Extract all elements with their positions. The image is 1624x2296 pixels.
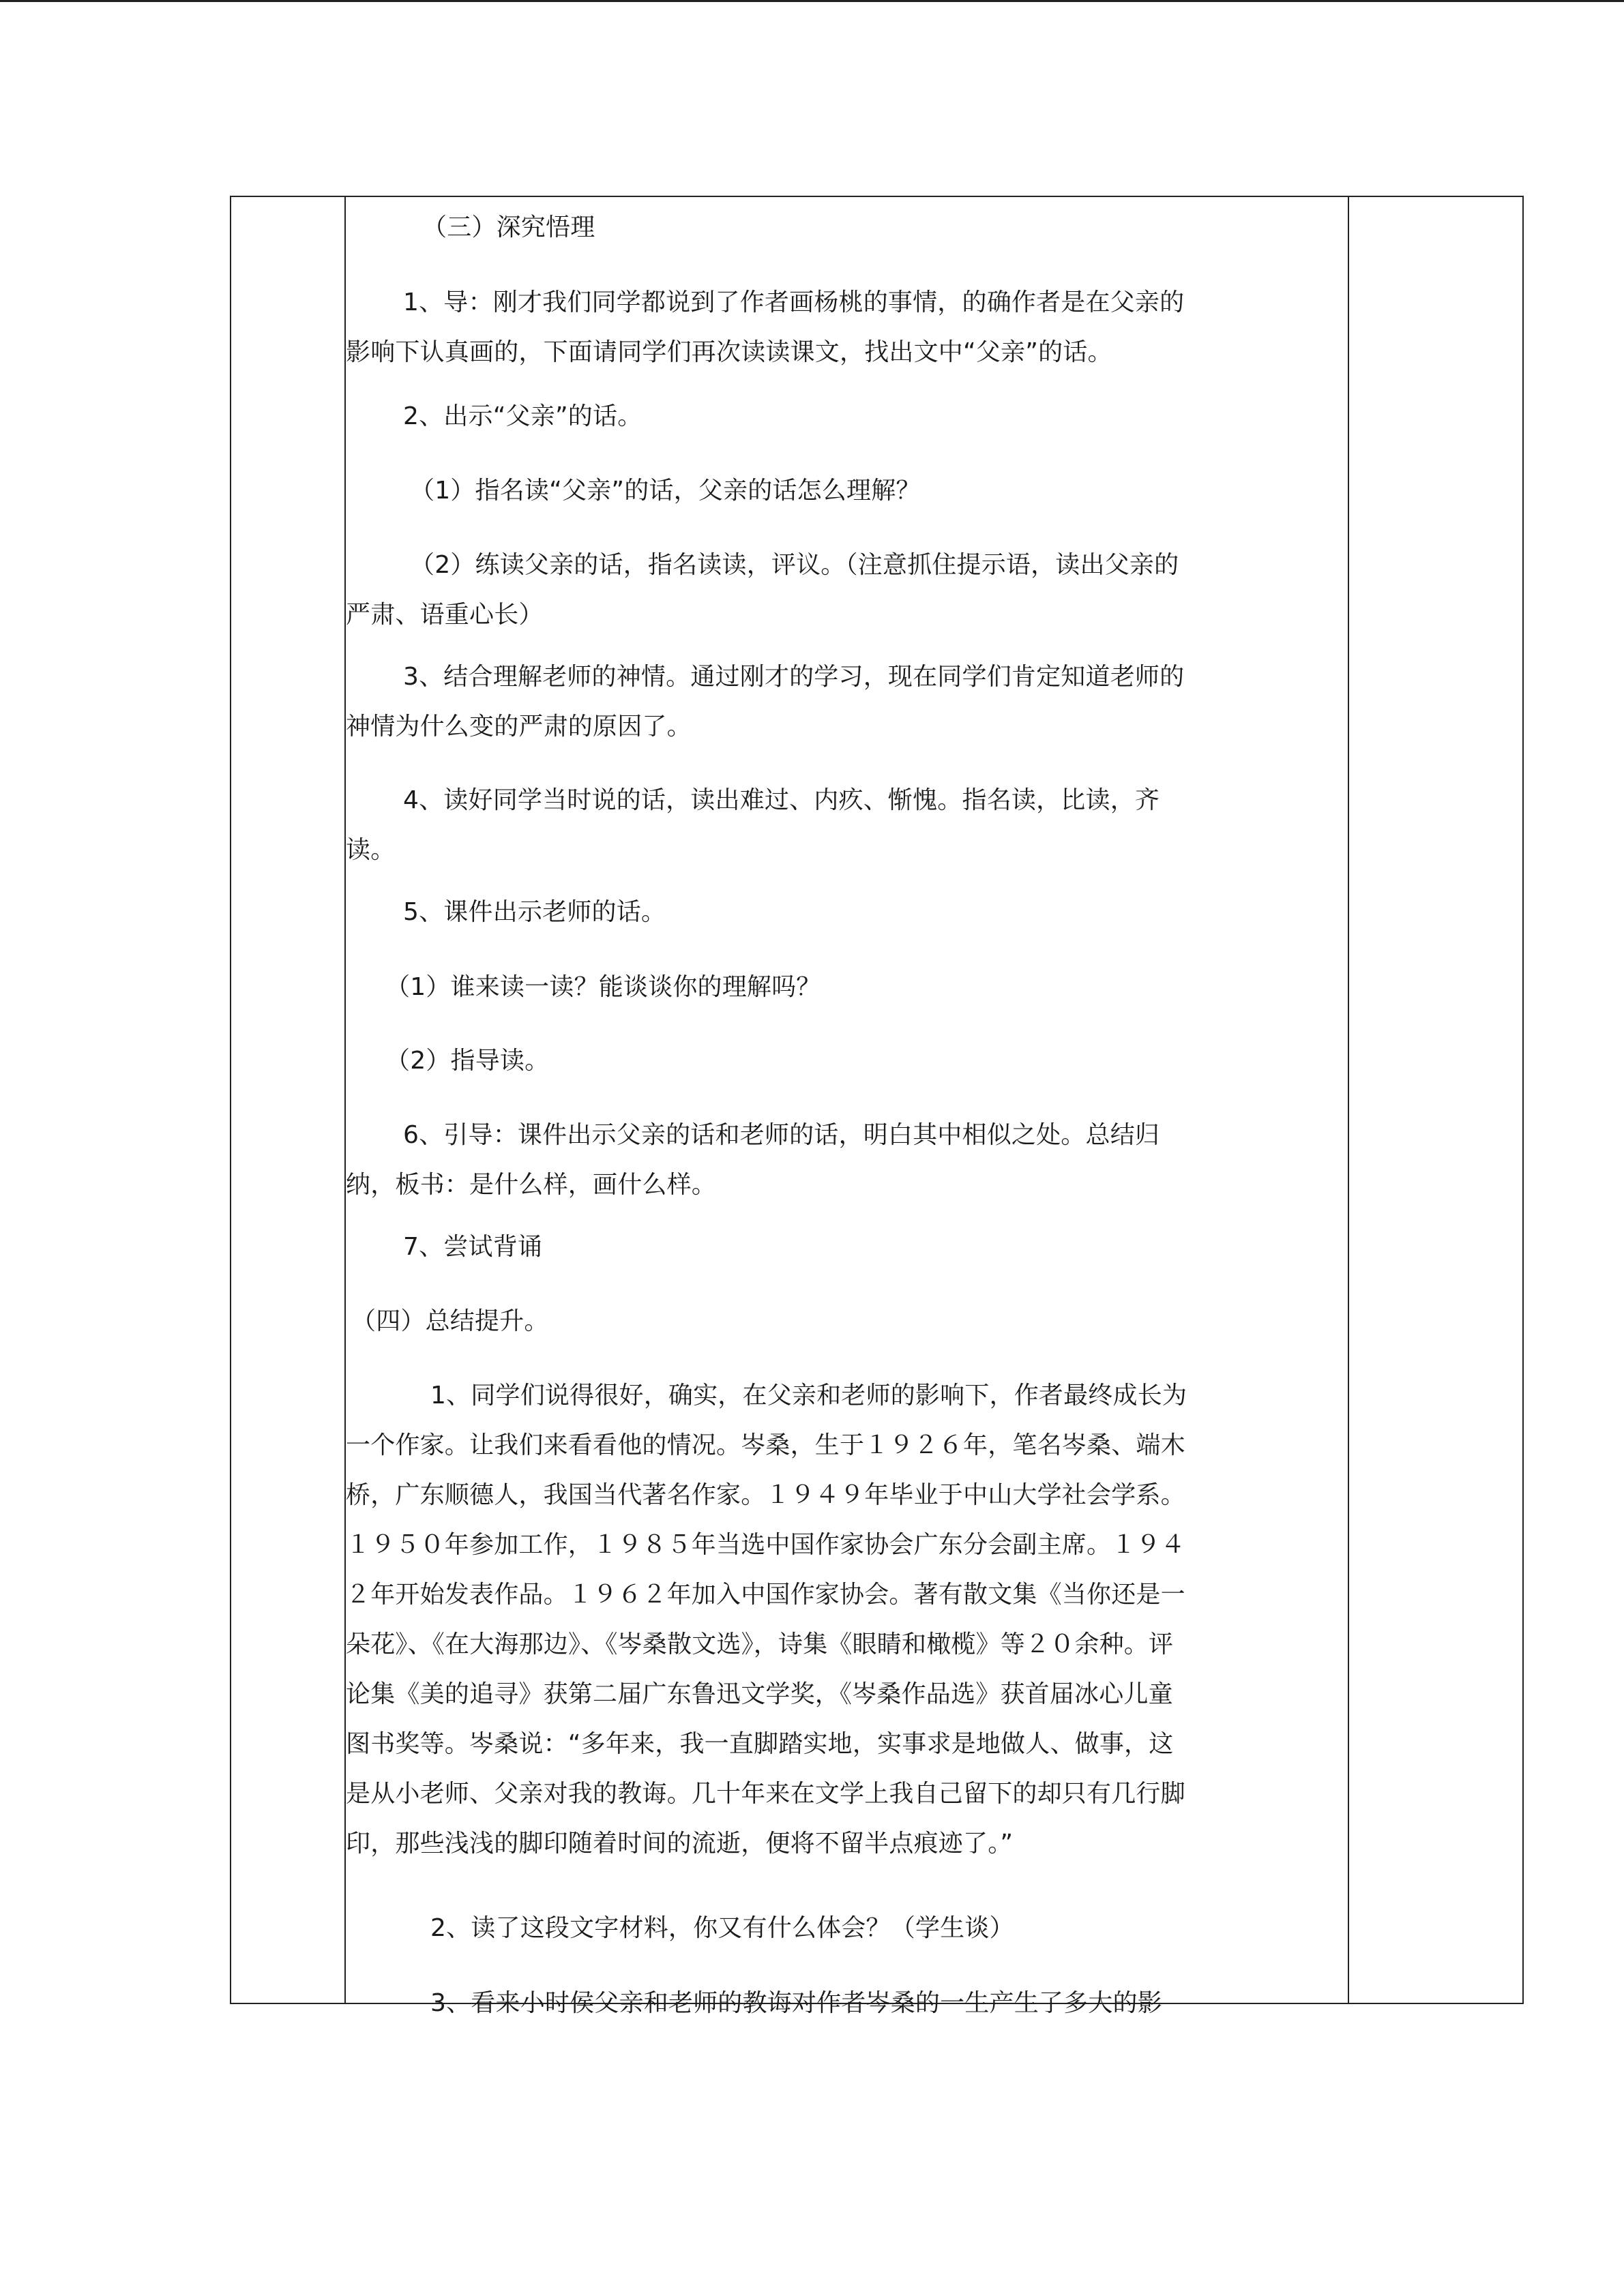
section4-item1-line7: 论集《美的追寻》获第二届广东鲁迅文学奖，《岑桑作品选》获首届冰心儿童 [346,1680,1173,1708]
section3-item3-line1: 3、结合理解老师的神情。通过刚才的学习，现在同学们肯定知道老师的 [403,663,1185,691]
section4-item1-line8: 图书奖等。岑桑说：“多年来，我一直脚踏实地，实事求是地做人、做事，这 [346,1730,1174,1758]
section3-item5-sub2: （2）指导读。 [385,1047,550,1075]
section3-item5: 5、课件出示老师的话。 [403,898,666,926]
section4-item1-line6: 朵花》、《在大海那边》、《岑桑散文选》，诗集《眼睛和橄榄》等２０余种。评 [346,1630,1174,1658]
section3-item3-line2: 神情为什么变的严肃的原因了。 [346,713,692,741]
section3-heading: （三）深究悟理 [422,213,595,241]
section3-item1-line2: 影响下认真画的，下面请同学们再次读读课文，找出文中“父亲”的话。 [346,338,1112,366]
section4-heading: （四）总结提升。 [351,1307,549,1335]
section4-item1-line9: 是从小老师、父亲对我的教诲。几十年来在文学上我自己留下的却只有几行脚 [346,1780,1185,1808]
section3-item4-line2: 读。 [346,836,396,864]
section4-item1-line1: 1、同学们说得很好，确实，在父亲和老师的影响下，作者最终成长为 [430,1382,1187,1410]
section3-item2-sub2 [346,540,1328,640]
section3-item3 [346,652,1328,751]
section3-item5-sub1: （1）谁来读一读？能谈谈你的理解吗？ [385,973,821,1001]
section4-item1-line3: 桥，广东顺德人，我国当代著名作家。１９４９年毕业于中山大学社会学系。 [346,1481,1185,1509]
section3-item7: 7、尝试背诵 [403,1233,543,1261]
section3-item2-sub1: （1）指名读“父亲”的话，父亲的话怎么理解？ [410,477,921,505]
section4-item1-line2: 一个作家。让我们来看看他的情况。岑桑，生于１９２６年，笔名岑桑、端木 [346,1431,1185,1459]
section4-item1 [346,1371,1328,1868]
section3-item6-line1: 6、引导：课件出示父亲的话和老师的话，明白其中相似之处。总结归 [403,1121,1160,1149]
section3-item6 [346,1110,1328,1210]
section3-item2-sub2-line1: （2）练读父亲的话，指名读读，评议。（注意抓住提示语，读出父亲的 [410,551,1179,579]
section4-item1-line10: 印，那些浅浅的脚印随着时间的流逝，便将不留半点痕迹了。” [346,1830,1014,1858]
section3-item2-sub2-line2: 严肃、语重心长） [346,601,544,629]
section4-item1-line4: １９５０年参加工作，１９８５年当选中国作家协会广东分会副主席。１９４ [346,1531,1185,1559]
section3-item2: 2、出示“父亲”的话。 [403,402,643,430]
section4-item2: 2、读了这段文字材料，你又有什么体会？（学生谈） [430,1914,1014,1942]
section3-item4-line1: 4、读好同学当时说的话，读出难过、内疚、惭愧。指名读，比读，齐 [403,786,1160,814]
page-top-border [0,0,1624,2]
section3-item1 [346,278,1328,377]
lesson-content-cell [346,197,1348,2017]
lesson-plan-table [230,196,1524,2017]
section3-item4 [346,775,1328,875]
section4-item1-line5: ２年开始发表作品。１９６２年加入中国作家协会。著有散文集《当你还是一 [346,1581,1185,1609]
section4-item3: 3、看来小时侯父亲和老师的教诲对作者岑桑的一生产生了多大的影 [430,1989,1162,2017]
section3-item6-line2: 纳，板书：是什么样，画什么样。 [346,1171,717,1199]
section3-item1-line1: 1、导：刚才我们同学都说到了作者画杨桃的事情，的确作者是在父亲的 [403,288,1185,316]
